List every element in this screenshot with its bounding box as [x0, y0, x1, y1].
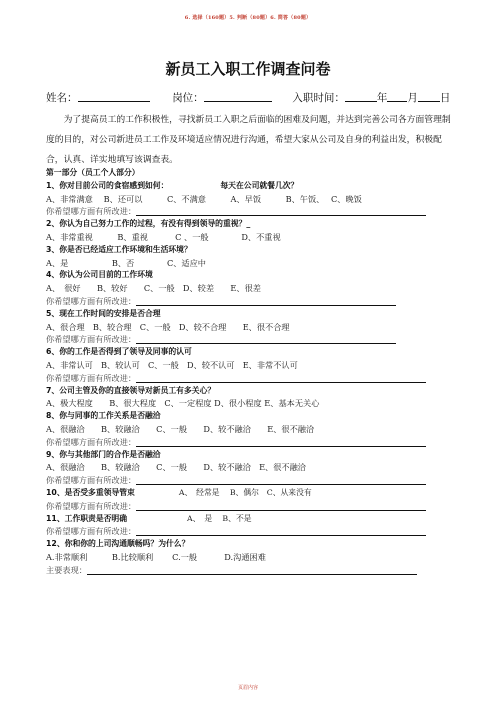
suggest-label: 你希望哪方面有所改进：: [46, 475, 137, 486]
suggest-label: 你希望哪方面有所改进：: [46, 436, 137, 447]
suggest-label: 你希望哪方面有所改进：: [46, 295, 137, 306]
question-extra: 每天在公司就餐几次？: [220, 180, 299, 190]
position-field[interactable]: [204, 90, 272, 102]
question-5: 5、现在工作时间的安排是否合理: [46, 308, 161, 318]
questionnaire: [46, 167, 466, 577]
question-3-options[interactable]: A、是 B、否 C、适应中: [46, 257, 206, 268]
suggest-label: 你希望哪方面有所改进：: [46, 334, 137, 345]
date-label: 入职时间：: [292, 92, 345, 104]
question-5-options[interactable]: A、很合理 B、较合理 C、一般 D、较不合理 E、很不合理: [46, 321, 290, 332]
question-4-suggest: [46, 295, 466, 308]
question-12-options[interactable]: A.非常顺利 B.比较顺利 C.一般 D.沟通困难: [46, 551, 266, 562]
question-1: [46, 180, 466, 193]
question-10: [46, 487, 466, 500]
question-12: 12、你和你的上司沟通顺畅吗？为什么？: [46, 539, 190, 549]
month-field[interactable]: [387, 90, 407, 102]
question-1-options[interactable]: A、非常满意 B、还可以 C、不满意 A、早饭 B、午饭、 C、晚饭: [46, 193, 362, 204]
position-label: 岗位：: [172, 92, 204, 104]
question-5-suggest: [46, 333, 466, 346]
question-9-suggest: [46, 474, 466, 487]
footer-note: 页眉内容: [237, 685, 258, 691]
suggest-field[interactable]: [136, 372, 426, 383]
section-title: 第一部分（员工个人部分）: [46, 168, 140, 177]
suggest-field[interactable]: [87, 564, 417, 575]
suggest-label: 主要表现：: [46, 564, 87, 575]
suggest-field[interactable]: [136, 474, 426, 485]
question-2: 2、你认为自己努力工作的过程，有没有得到领导的重视？_: [46, 219, 251, 229]
day-label: 日: [439, 92, 451, 104]
day-field[interactable]: [418, 90, 440, 102]
question-11: [46, 513, 466, 526]
question-text: 11、工作职责是否明确: [46, 513, 128, 523]
question-6-suggest: [46, 372, 466, 385]
suggest-field[interactable]: [136, 525, 426, 536]
question-text: 10、是否受多重领导管束: [46, 487, 135, 497]
header-note: 6. 选择（160题）5. 判断（80题）6. 简答（80题）: [184, 15, 312, 21]
info-row: [46, 90, 466, 105]
suggest-field[interactable]: [136, 295, 396, 306]
question-4: 4、你认为公司目前的工作环境: [46, 270, 153, 280]
question-8-options[interactable]: A、很融洽 B、较融洽 C、一般 D、较不融洽 E、很不融洽: [46, 423, 315, 434]
question-8: 8、你与同事的工作关系是否融洽: [46, 411, 161, 421]
question-8-suggest: [46, 436, 466, 449]
question-11-suggest: [46, 525, 466, 538]
question-4-options[interactable]: A、 很好 B、较好 C、一般 D、较差 E、很差: [46, 283, 261, 294]
question-12-suggest: [46, 564, 466, 577]
suggest-field[interactable]: [136, 333, 396, 344]
question-10-options[interactable]: A、 经常是 B、偶尔 C、从来没有: [178, 487, 312, 497]
question-6: 6、你的工作是否得到了领导及同事的认可: [46, 347, 192, 357]
suggest-field[interactable]: [136, 436, 426, 447]
question-3: 3、你是否已经适应工作环境和生活环境？: [46, 244, 192, 254]
question-2-options[interactable]: A、非常重视 B、重视 C 、一般 D、不重视: [46, 231, 281, 242]
year-label: 年: [376, 92, 388, 104]
suggest-label: 你希望哪方面有所改进：: [46, 206, 137, 217]
suggest-label: 你希望哪方面有所改进：: [46, 372, 137, 383]
question-1-suggest: [46, 205, 466, 218]
suggest-label: 你希望哪方面有所改进：: [46, 500, 137, 511]
year-field[interactable]: [345, 90, 377, 102]
question-11-options[interactable]: A、 是 B、不是: [187, 513, 252, 523]
name-label: 姓名：: [46, 92, 78, 104]
page-title: 新员工入职工作调查问卷: [165, 60, 331, 78]
question-7: 7、公司主管及你的直接领导对新员工有多关心？: [46, 385, 216, 395]
question-7-options[interactable]: A、极大程度 B、很大程度 C、一定程度 D、很小程度 E、基本无关心: [46, 398, 320, 409]
question-9-options[interactable]: A、很融洽 B、较融洽 C、一般 D、较不融洽 E、很不融洽: [46, 462, 306, 473]
question-9: 9、你与其他部门的合作是否融洽: [46, 449, 161, 459]
suggest-field[interactable]: [136, 205, 426, 216]
month-label: 月: [407, 92, 418, 104]
question-text: 1、你对目前公司的食宿感到如何：: [46, 180, 169, 190]
suggest-field[interactable]: [136, 500, 426, 511]
suggest-label: 你希望哪方面有所改进：: [46, 526, 137, 537]
question-6-options[interactable]: A、非常认可 B、较认可 C、一般 D、较不认可 E、非常不认可: [46, 359, 298, 370]
name-field[interactable]: [78, 90, 150, 102]
question-10-suggest: [46, 500, 466, 513]
intro-paragraph: 为了提高员工的工作积极性，寻找新员工入职之后面临的困难及问题，并达到完善公司各方面管理制度的目的，对公司新进员工工作及环境适应情况进行沟通，希望大家从公司及自身的利益出发，积极配合，认真、详实地填写该调查表。: [46, 115, 451, 165]
